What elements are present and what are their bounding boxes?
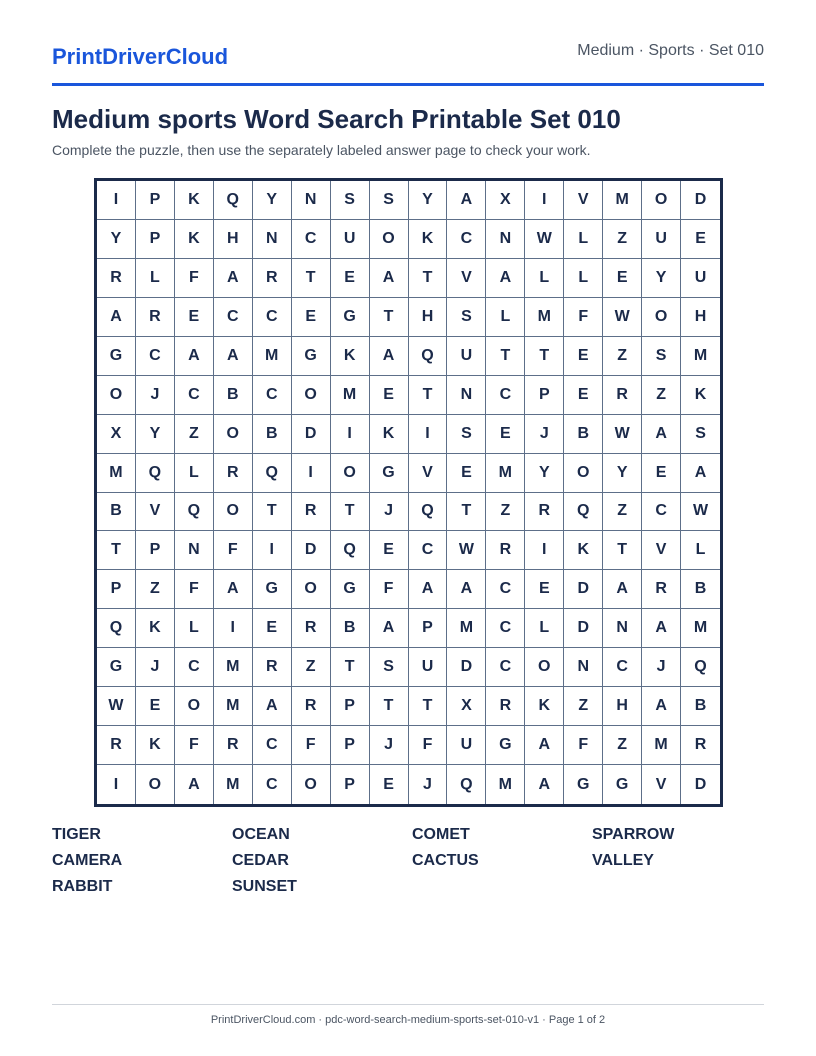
grid-cell: P	[331, 726, 370, 765]
grid-cell: G	[603, 765, 642, 804]
grid-cell: H	[681, 298, 720, 337]
grid-cell: V	[642, 531, 681, 570]
grid-cell: Z	[292, 648, 331, 687]
grid-cell: E	[525, 570, 564, 609]
grid-cell: J	[525, 415, 564, 454]
grid-cell: W	[97, 687, 136, 726]
grid-cell: C	[486, 376, 525, 415]
grid-cell: G	[486, 726, 525, 765]
word-list-item: SUNSET	[232, 878, 297, 895]
grid-cell: E	[175, 298, 214, 337]
word-search-grid	[94, 178, 723, 807]
grid-cell: A	[409, 570, 448, 609]
grid-cell: C	[253, 765, 292, 804]
grid-cell: Y	[97, 220, 136, 259]
grid-cell: A	[370, 337, 409, 376]
grid-cell: H	[214, 220, 253, 259]
grid-cell: A	[97, 298, 136, 337]
grid-cell: S	[447, 298, 486, 337]
grid-cell: S	[331, 181, 370, 220]
word-list-item: RABBIT	[52, 878, 113, 895]
grid-cell: M	[603, 181, 642, 220]
grid-cell: Y	[642, 259, 681, 298]
grid-cell: O	[292, 376, 331, 415]
grid-cell: P	[136, 531, 175, 570]
grid-cell: C	[253, 298, 292, 337]
grid-cell: C	[175, 648, 214, 687]
grid-cell: M	[447, 609, 486, 648]
grid-cell: O	[370, 220, 409, 259]
grid-cell: Z	[603, 220, 642, 259]
grid-cell: L	[525, 609, 564, 648]
grid-cell: X	[486, 181, 525, 220]
grid-cell: F	[175, 726, 214, 765]
grid-cell: K	[370, 415, 409, 454]
grid-cell: E	[642, 454, 681, 493]
grid-cell: Z	[603, 726, 642, 765]
page-header	[52, 40, 764, 86]
grid-cell: G	[564, 765, 603, 804]
grid-cell: S	[370, 181, 409, 220]
grid-cell: E	[370, 376, 409, 415]
grid-cell: G	[97, 337, 136, 376]
grid-cell: S	[681, 415, 720, 454]
grid-cell: O	[331, 454, 370, 493]
grid-cell: Q	[214, 181, 253, 220]
grid-cell: M	[214, 687, 253, 726]
grid-cell: T	[486, 337, 525, 376]
word-list-item: VALLEY	[592, 852, 654, 869]
grid-cell: O	[564, 454, 603, 493]
grid-cell: B	[681, 570, 720, 609]
grid-cell: P	[331, 765, 370, 804]
grid-cell: G	[292, 337, 331, 376]
grid-cell: R	[97, 726, 136, 765]
grid-cell: R	[486, 687, 525, 726]
grid-cell: Y	[525, 454, 564, 493]
grid-cell: Q	[409, 493, 448, 532]
grid-cell: Z	[642, 376, 681, 415]
grid-cell: O	[642, 181, 681, 220]
grid-cell: Z	[175, 415, 214, 454]
grid-cell: E	[370, 531, 409, 570]
grid-cell: Q	[331, 531, 370, 570]
grid-cell: Z	[603, 337, 642, 376]
grid-cell: F	[409, 726, 448, 765]
grid-cell: Y	[253, 181, 292, 220]
grid-cell: Z	[603, 493, 642, 532]
grid-cell: A	[447, 181, 486, 220]
grid-cell: T	[331, 648, 370, 687]
grid-cell: C	[642, 493, 681, 532]
grid-cell: X	[97, 415, 136, 454]
grid-cell: B	[97, 493, 136, 532]
grid-cell: E	[681, 220, 720, 259]
grid-cell: Y	[136, 415, 175, 454]
grid-cell: K	[331, 337, 370, 376]
grid-cell: A	[486, 259, 525, 298]
grid-cell: J	[370, 493, 409, 532]
grid-cell: L	[564, 259, 603, 298]
grid-cell: L	[486, 298, 525, 337]
grid-cell: D	[447, 648, 486, 687]
grid-cell: S	[447, 415, 486, 454]
grid-cell: A	[681, 454, 720, 493]
grid-cell: H	[603, 687, 642, 726]
grid-cell: R	[253, 648, 292, 687]
grid-cell: E	[253, 609, 292, 648]
grid-cell: N	[447, 376, 486, 415]
grid-cell: Q	[564, 493, 603, 532]
grid-cell: I	[409, 415, 448, 454]
grid-cell: I	[97, 765, 136, 804]
grid-cell: U	[331, 220, 370, 259]
grid-cell: M	[681, 337, 720, 376]
grid-cell: T	[603, 531, 642, 570]
grid-cell: R	[292, 687, 331, 726]
grid-cell: E	[564, 376, 603, 415]
grid-cell: R	[136, 298, 175, 337]
grid-cell: G	[97, 648, 136, 687]
grid-cell: X	[447, 687, 486, 726]
grid-cell: P	[136, 181, 175, 220]
grid-cell: E	[136, 687, 175, 726]
grid-cell: M	[331, 376, 370, 415]
grid-cell: L	[564, 220, 603, 259]
page-title: Medium sports Word Search Printable Set 010	[52, 104, 621, 134]
grid-cell: G	[370, 454, 409, 493]
grid-cell: M	[214, 648, 253, 687]
grid-cell: R	[681, 726, 720, 765]
grid-cell: L	[175, 609, 214, 648]
grid-cell: N	[486, 220, 525, 259]
grid-cell: W	[681, 493, 720, 532]
grid-cell: T	[447, 493, 486, 532]
grid-cell: Q	[447, 765, 486, 804]
grid-cell: D	[292, 531, 331, 570]
grid-cell: R	[525, 493, 564, 532]
grid-cell: N	[175, 531, 214, 570]
grid-cell: O	[642, 298, 681, 337]
grid-cell: C	[292, 220, 331, 259]
grid-cell: I	[214, 609, 253, 648]
page-subtitle: Complete the puzzle, then use the separately labeled answer page to check your work.	[52, 142, 591, 158]
grid-cell: O	[214, 415, 253, 454]
grid-cell: R	[642, 570, 681, 609]
grid-cell: L	[681, 531, 720, 570]
grid-cell: Q	[409, 337, 448, 376]
grid-cell: T	[409, 687, 448, 726]
grid-cell: Z	[564, 687, 603, 726]
grid-cell: K	[136, 726, 175, 765]
grid-cell: E	[564, 337, 603, 376]
grid-cell: R	[253, 259, 292, 298]
grid-cell: Y	[603, 454, 642, 493]
grid-cell: A	[214, 259, 253, 298]
grid-cell: M	[253, 337, 292, 376]
grid-cell: K	[175, 220, 214, 259]
grid-cell: F	[564, 298, 603, 337]
grid-cell: V	[642, 765, 681, 804]
grid-cell: S	[642, 337, 681, 376]
grid-cell: A	[175, 765, 214, 804]
grid-cell: O	[97, 376, 136, 415]
page-footer: PrintDriverCloud.com · pdc-word-search-medium-sports-set-010-v1 · Page 1 of 2	[210, 1014, 606, 1026]
grid-cell: N	[292, 181, 331, 220]
grid-cell: I	[525, 181, 564, 220]
grid-cell: C	[175, 376, 214, 415]
grid-cell: D	[564, 570, 603, 609]
grid-cell: A	[603, 570, 642, 609]
word-list-item: TIGER	[52, 826, 101, 843]
grid-cell: M	[486, 765, 525, 804]
grid-cell: E	[603, 259, 642, 298]
grid-cell: K	[681, 376, 720, 415]
grid-cell: R	[214, 726, 253, 765]
grid-cell: S	[370, 648, 409, 687]
grid-cell: O	[292, 570, 331, 609]
grid-cell: Q	[97, 609, 136, 648]
grid-cell: B	[564, 415, 603, 454]
grid-cell: J	[409, 765, 448, 804]
grid-cell: E	[370, 765, 409, 804]
grid-cell: P	[97, 570, 136, 609]
grid-cell: V	[447, 259, 486, 298]
grid-cell: C	[447, 220, 486, 259]
grid-cell: L	[136, 259, 175, 298]
grid-cell: T	[97, 531, 136, 570]
grid-cell: K	[525, 687, 564, 726]
grid-cell: P	[409, 609, 448, 648]
grid-cell: Z	[136, 570, 175, 609]
grid-cell: A	[642, 687, 681, 726]
grid-cell: Q	[136, 454, 175, 493]
grid-cell: U	[447, 726, 486, 765]
grid-cell: T	[331, 493, 370, 532]
grid-cell: A	[447, 570, 486, 609]
grid-cell: B	[681, 687, 720, 726]
grid-cell: V	[409, 454, 448, 493]
header-meta: Medium · Sports · Set 010	[577, 42, 764, 59]
grid-cell: T	[409, 259, 448, 298]
grid-cell: A	[175, 337, 214, 376]
grid-cell: W	[603, 415, 642, 454]
grid-cell: G	[331, 570, 370, 609]
grid-cell: T	[525, 337, 564, 376]
grid-cell: W	[447, 531, 486, 570]
grid-cell: Z	[486, 493, 525, 532]
grid-cell: J	[370, 726, 409, 765]
grid-cell: V	[136, 493, 175, 532]
grid-cell: M	[525, 298, 564, 337]
grid-cell: Q	[681, 648, 720, 687]
brand-logo[interactable]: PrintDriverCloud	[52, 44, 229, 69]
grid-cell: I	[97, 181, 136, 220]
grid-cell: A	[370, 259, 409, 298]
word-list-item: COMET	[412, 826, 470, 843]
grid-cell: I	[525, 531, 564, 570]
word-list-item: CEDAR	[232, 852, 289, 869]
word-list-item: CACTUS	[412, 852, 479, 869]
grid-cell: O	[525, 648, 564, 687]
grid-cell: Q	[253, 454, 292, 493]
grid-cell: N	[253, 220, 292, 259]
grid-cell: A	[642, 609, 681, 648]
grid-cell: T	[253, 493, 292, 532]
grid-cell: A	[525, 726, 564, 765]
grid-cell: M	[97, 454, 136, 493]
grid-cell: E	[292, 298, 331, 337]
grid-cell: D	[681, 181, 720, 220]
grid-cell: F	[370, 570, 409, 609]
grid-cell: P	[525, 376, 564, 415]
grid-cell: D	[694, 775, 707, 793]
grid-cell: B	[331, 609, 370, 648]
grid-cell: Q	[175, 493, 214, 532]
grid-cell: C	[214, 298, 253, 337]
grid-cell: J	[136, 648, 175, 687]
grid-cell: R	[97, 259, 136, 298]
grid-cell: D	[292, 415, 331, 454]
grid-cell: A	[214, 337, 253, 376]
grid-cell: T	[370, 687, 409, 726]
grid-cell: Y	[409, 181, 448, 220]
grid-cell: K	[564, 531, 603, 570]
grid-cell: T	[409, 376, 448, 415]
grid-cell: O	[292, 765, 331, 804]
word-list-item: OCEAN	[232, 826, 290, 843]
grid-cell: C	[136, 337, 175, 376]
grid-cell: I	[331, 415, 370, 454]
grid-cell: C	[486, 609, 525, 648]
grid-cell: U	[409, 648, 448, 687]
grid-cell: D	[564, 609, 603, 648]
grid-cell: M	[214, 765, 253, 804]
grid-cell: K	[136, 609, 175, 648]
grid-cell: C	[603, 648, 642, 687]
grid-cell: L	[175, 454, 214, 493]
grid-cell: P	[331, 687, 370, 726]
grid-cell: R	[214, 454, 253, 493]
grid-cell: O	[136, 765, 175, 804]
grid-cell: R	[292, 609, 331, 648]
grid-cell: V	[564, 181, 603, 220]
grid-cell: F	[214, 531, 253, 570]
grid-cell: M	[486, 454, 525, 493]
grid-cell: R	[486, 531, 525, 570]
grid-cell: C	[486, 648, 525, 687]
grid-cell: M	[642, 726, 681, 765]
grid-cell: F	[175, 259, 214, 298]
grid-cell: B	[214, 376, 253, 415]
grid-cell: A	[525, 765, 564, 804]
grid-cell: U	[447, 337, 486, 376]
grid-cell: J	[136, 376, 175, 415]
grid-cell: U	[642, 220, 681, 259]
word-list-item: SPARROW	[592, 826, 675, 843]
grid-cell: I	[253, 531, 292, 570]
word-list	[52, 826, 764, 904]
grid-cell: G	[331, 298, 370, 337]
grid-cell: E	[486, 415, 525, 454]
grid-cell: A	[370, 609, 409, 648]
grid-cell: C	[486, 570, 525, 609]
grid-cell: R	[603, 376, 642, 415]
grid-cell: A	[642, 415, 681, 454]
grid-cell: C	[253, 726, 292, 765]
grid-cell: P	[136, 220, 175, 259]
word-list-item: CAMERA	[52, 852, 123, 869]
grid-cell: A	[253, 687, 292, 726]
grid-cell: T	[370, 298, 409, 337]
grid-cell: I	[292, 454, 331, 493]
grid-cell: F	[292, 726, 331, 765]
grid-cell: W	[603, 298, 642, 337]
grid-cell: H	[409, 298, 448, 337]
grid-cell: A	[214, 570, 253, 609]
footer-divider	[52, 1004, 764, 1005]
grid-cell: E	[331, 259, 370, 298]
grid-cell: T	[292, 259, 331, 298]
grid-cell: O	[214, 493, 253, 532]
grid-cell: C	[253, 376, 292, 415]
grid-cell: F	[564, 726, 603, 765]
grid-cell: K	[175, 181, 214, 220]
grid-cell: L	[525, 259, 564, 298]
grid-cell: G	[253, 570, 292, 609]
grid-cell: R	[292, 493, 331, 532]
grid-cell: K	[409, 220, 448, 259]
grid-cell: O	[175, 687, 214, 726]
grid-cell: N	[564, 648, 603, 687]
grid-cell: J	[642, 648, 681, 687]
grid-cell: F	[175, 570, 214, 609]
grid-cell: N	[603, 609, 642, 648]
grid-cell: W	[525, 220, 564, 259]
grid-cell: E	[447, 454, 486, 493]
grid-cell: B	[253, 415, 292, 454]
grid-cell: C	[409, 531, 448, 570]
grid-cell: M	[681, 609, 720, 648]
header-divider	[52, 83, 764, 86]
grid-cell: U	[681, 259, 720, 298]
